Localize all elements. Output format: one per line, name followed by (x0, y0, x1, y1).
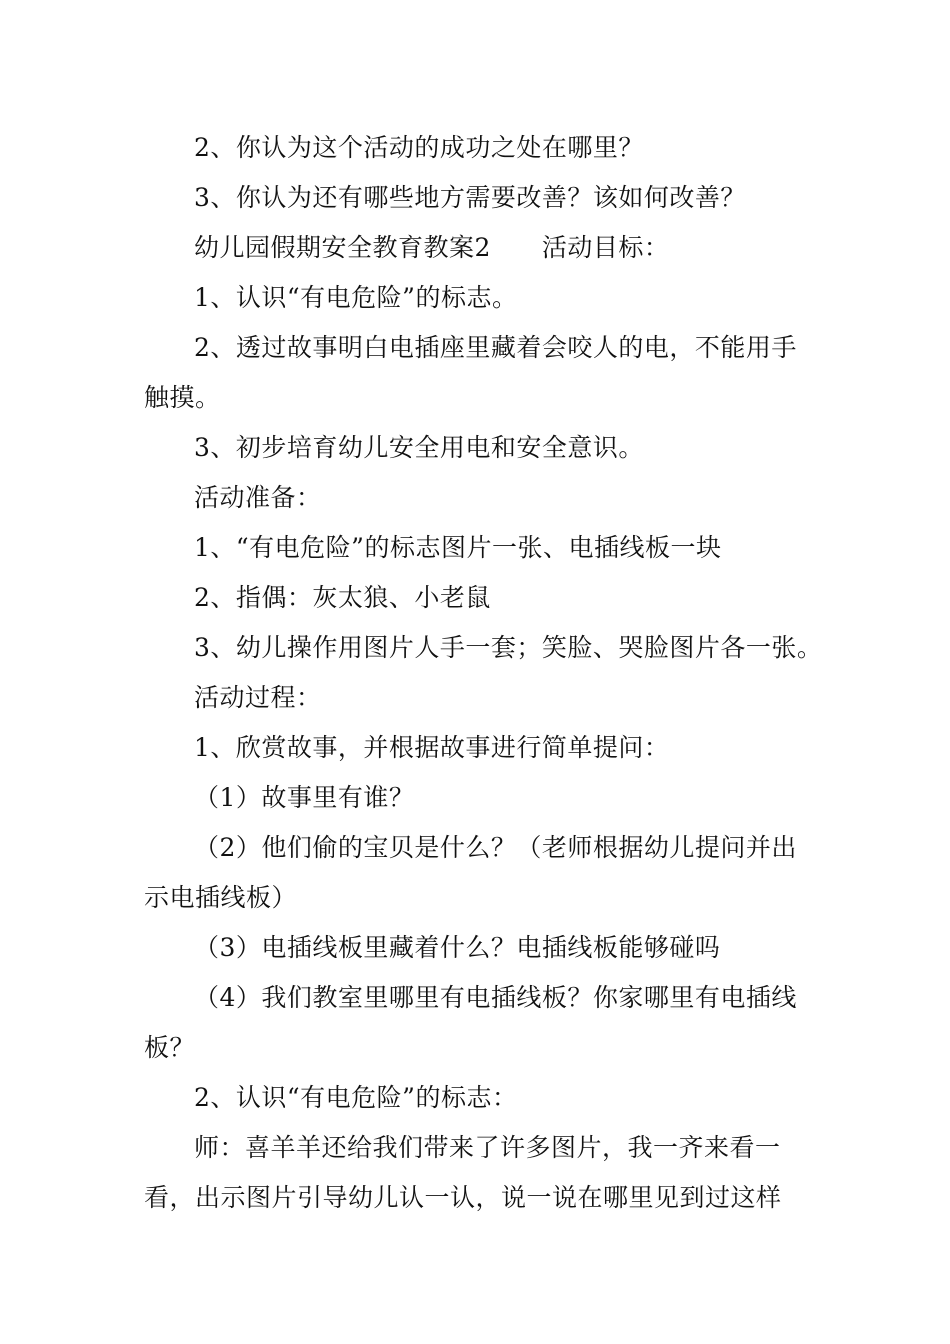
goal-1: 1、认识“有电危险”的标志。 (194, 283, 518, 312)
process-question-2-line-1: （2）他们偷的宝贝是什么？（老师根据幼儿提问并出 (194, 833, 797, 862)
process-question-3: （3）电插线板里藏着什么？电插线板能够碰吗 (194, 933, 721, 962)
process-question-4-line-1: （4）我们教室里哪里有电插线板？你家哪里有电插线 (194, 983, 797, 1012)
question-3: 3、你认为还有哪些地方需要改善？该如何改善？ (194, 183, 746, 212)
preparation-3: 3、幼儿操作用图片人手一套；笑脸、哭脸图片各一张。 (194, 633, 823, 662)
goal-3: 3、初步培育幼儿安全用电和安全意识。 (194, 433, 644, 462)
preparation-2: 2、指偶：灰太狼、小老鼠 (194, 583, 491, 612)
process-heading: 活动过程： (194, 683, 322, 712)
preparation-1: 1、“有电危险”的标志图片一张、电插线板一块 (194, 533, 722, 562)
process-2: 2、认识“有电危险”的标志： (194, 1083, 518, 1112)
teacher-line-1: 师：喜羊羊还给我们带来了许多图片，我一齐来看一 (194, 1133, 781, 1162)
process-question-4-line-2: 板？ (144, 1033, 196, 1062)
question-2: 2、你认为这个活动的成功之处在哪里？ (194, 133, 644, 162)
preparation-heading: 活动准备： (194, 483, 322, 512)
goal-2-line-1: 2、透过故事明白电插座里藏着会咬人的电，不能用手 (194, 333, 797, 362)
process-question-2-line-2: 示电插线板） (144, 883, 298, 912)
teacher-line-2: 看，出示图片引导幼儿认一认，说一说在哪里见到过这样 (144, 1183, 782, 1212)
goal-2-line-2: 触摸。 (144, 383, 221, 412)
process-question-1: （1）故事里有谁？ (194, 783, 415, 812)
process-1: 1、欣赏故事，并根据故事进行简单提问： (194, 733, 670, 762)
section-heading: 幼儿园假期安全教育教案2 活动目标： (194, 233, 670, 262)
